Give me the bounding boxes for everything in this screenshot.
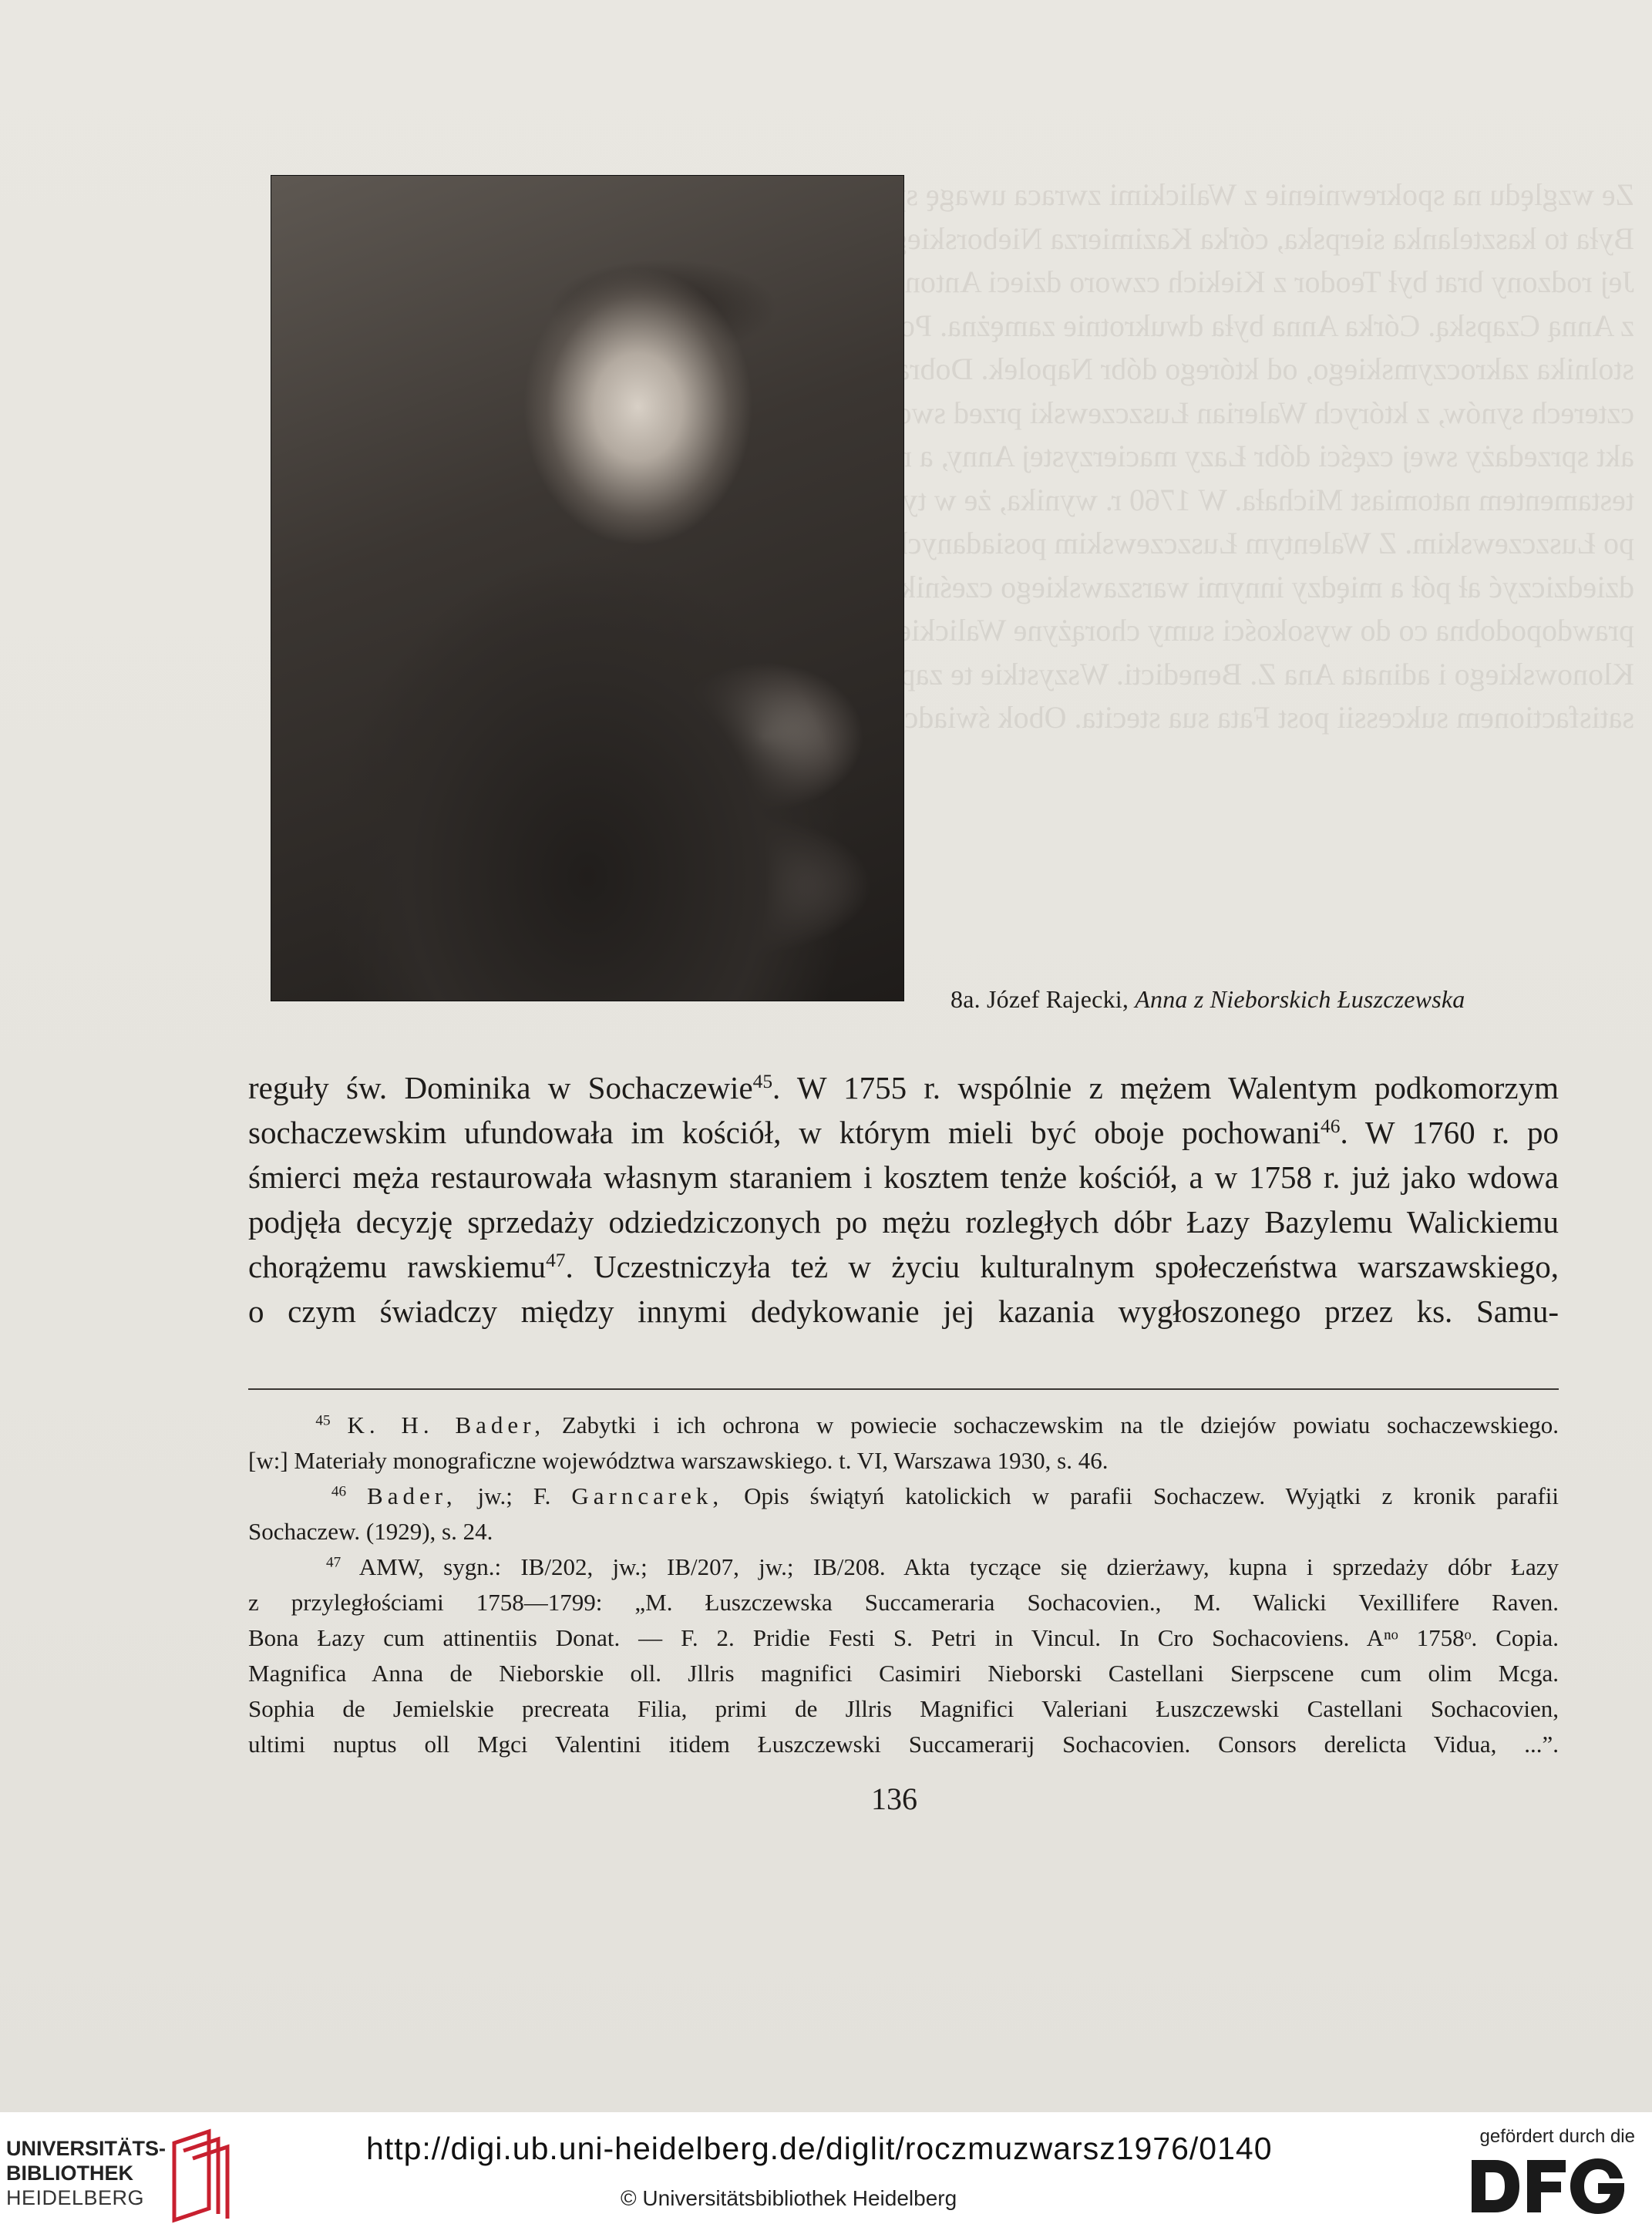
footnote-45: $^{45}$ K. H. Bader, Zabytki i ich ochrona w powiecie sochaczewskim na tle dziejów powiatu sochaczewskiego. bbox=[315, 1411, 1559, 1438]
footnote-46: $^{46}$ Bader, jw.; F. Garncarek, Opis świątyń katolickich w parafii Sochaczew. Wyjątki z kronik parafii bbox=[331, 1482, 1559, 1509]
library-name-line3: HEIDELBERG bbox=[6, 2186, 145, 2209]
figure-author: Józef Rajecki, bbox=[987, 985, 1129, 1013]
bleed-through-text: Ze względu na spokrewnienie z Walickimi zwraca uwagę spośród innych członków tej rodziny Była to kasztelanka sierpska, córka Kazimierza Nieborskiego i Zofii z Jemielskich Nieborskiej Jej rodzony brat był Teodor z Kiekich czworo dzieci Antoniego wojsk koronnych ożenionego z Anną Czapską. Córka Anna była dwukrotnie zamężna. Po raz pierwszy wyszła za Łuszczewskiego stolnika zakroczymskiego, od którego dóbr Napolek. Dobra te oddane były Michałowi czterech synów, z których Walerian Łuszczewski przed swoją śmiercią napisał 10 marca tegoż roku akt sprzedaży swej części dóbr Łazy macierzystej Anny, a następnie potwierdził w czerwcu 1757 r. testamentem natomiast Michała. W 1760 r. wynika, że w tymże roku Anna wyszła ponownie po Łuszczewskim. Z Walentym Łuszczewskim posiadanych sum, które ofiarowywała braniecom dziedziczyć ał pół a między innymi warszawskiego cześnika inowrocławskiego, ktoś prawdopodobna co do wysokości sumy chorążyne Walickiej tychże, że pod względem opieki brata Bogusława Klonowskiego i adinata Ana Z. Benedicti. Wszystkie te zapisy z tytułu opiekunów satisfactionem sukcessii post Fata sua stecita. Obok świadczeń rodzinnych była Anna Łusz- bbox=[271, 177, 1634, 735]
footnotes bbox=[248, 1408, 1559, 1762]
library-name-line1: UNIVERSITÄTS- bbox=[6, 2137, 167, 2160]
library-logo[interactable] bbox=[6, 2128, 237, 2220]
footnote-47-cont: ultimi nuptus oll Mgci Valentini itidem Łuszczewski Succamerarij Sochacovien. Consors derelicta Vidua, ...”. bbox=[248, 1731, 1559, 1758]
funding-label: gefördert durch die bbox=[1479, 2126, 1635, 2147]
portrait-photograph bbox=[271, 176, 903, 1001]
footnote-47: $^{47}$ AMW, sygn.: IB/202, jw.; IB/207, jw.; IB/208. Akta tyczące się dzierżawy, kupna i sprzedaży dóbr Łazy bbox=[326, 1553, 1559, 1580]
library-emblem-icon bbox=[167, 2128, 236, 2228]
footnote-divider bbox=[248, 1388, 1559, 1390]
footnote-47-cont: Bona Łazy cum attinentiis Donat. — F. 2. Pridie Festi S. Petri in Vincul. In Cro Sochacoviens. Aⁿᵒ 1758ᵒ. Copia. bbox=[248, 1624, 1559, 1651]
dfg-logo[interactable] bbox=[1467, 2126, 1644, 2226]
footnote-ref[interactable]: 47 bbox=[546, 1250, 566, 1272]
dfg-wordmark-icon bbox=[1469, 2155, 1630, 2217]
page-number: 136 bbox=[871, 1781, 917, 1816]
body-line: chorążemu rawskiemu$^{47}$. Uczestniczyła też w życiu kulturalnym społeczeństwa warszawskiego, bbox=[248, 1249, 1559, 1284]
permalink-url[interactable]: http://digi.ub.uni-heidelberg.de/diglit/roczmuzwarsz1976/0140 bbox=[366, 2131, 1273, 2166]
body-line: śmierci męża restaurowała własnym staraniem i kosztem tenże kościół, a w 1758 r. już jako wdowa bbox=[248, 1159, 1559, 1195]
footnote-47-cont: Sophia de Jemielskie precreata Filia, primi de Jllris Magnifici Valeriani Łuszczewski Castellani Sochacovien, bbox=[248, 1695, 1559, 1722]
footnote-47-cont: z przyległościami 1758—1799: „M. Łuszczewska Succameraria Sochacovien., M. Walicki Vexillifere Raven. bbox=[248, 1589, 1559, 1616]
body-line: reguły św. Dominika w Sochaczewie$^{45}$. W 1755 r. wspólnie z mężem Walentym podkomorzym bbox=[248, 1070, 1559, 1105]
figure-label: 8a. bbox=[950, 985, 981, 1013]
library-name-line2: BIBLIOTHEK bbox=[6, 2162, 133, 2185]
body-paragraph bbox=[248, 1065, 1559, 1334]
figure-title: Anna z Nieborskich Łuszczewska bbox=[1135, 985, 1465, 1013]
footnote-45-cont: [w:] Materiały monograficzne województwa warszawskiego. t. VI, Warszawa 1930, s. 46. bbox=[248, 1447, 1109, 1474]
footnote-ref[interactable]: 45 bbox=[752, 1071, 773, 1093]
body-line: podjęła decyzję sprzedaży odziedziczonych po mężu rozległych dóbr Łazy Bazylemu Walickiemu bbox=[248, 1204, 1559, 1240]
copyright-notice: © Universitätsbibliothek Heidelberg bbox=[621, 2186, 957, 2210]
footnote-46-cont: Sochaczew. (1929), s. 24. bbox=[248, 1518, 493, 1545]
viewer-footer bbox=[0, 2112, 1652, 2234]
body-line: o czym świadczy między innymi dedykowanie jej kazania wygłoszonego przez ks. Samu- bbox=[248, 1294, 1559, 1329]
body-line: sochaczewskim ufundowała im kościół, w którym mieli być oboje pochowani$^{46}$. W 1760 r. po bbox=[248, 1115, 1559, 1150]
figure-caption bbox=[950, 985, 1465, 1014]
footnote-47-cont: Magnifica Anna de Nieborskie oll. Jllris magnifici Casimiri Nieborski Castellani Sierpscene cum olim Mcga. bbox=[248, 1660, 1559, 1687]
footnote-ref[interactable]: 46 bbox=[1321, 1115, 1341, 1138]
